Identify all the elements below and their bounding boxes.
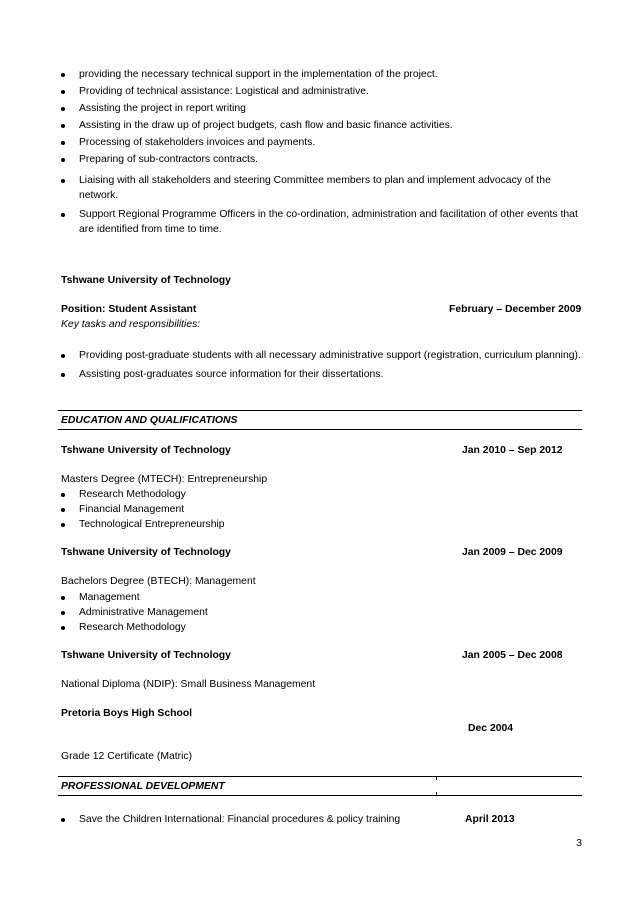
professional-date: April 2013 — [465, 814, 515, 825]
professional-heading: PROFESSIONAL DEVELOPMENT — [61, 781, 225, 792]
list-item: Providing of technical assistance: Logistical and administrative. — [61, 84, 581, 99]
list-item: Assisting post-graduates source information for their dissertations. — [61, 367, 581, 382]
education-institution: Tshwane University of Technology — [61, 547, 231, 558]
section-divider — [58, 429, 582, 430]
list-item: Financial Management — [61, 502, 581, 517]
job-position: Position: Student Assistant — [61, 304, 197, 315]
list-item: Liaising with all stakeholders and steering Committee members to plan and implement advocacy of the network. — [61, 173, 581, 203]
education-institution: Tshwane University of Technology — [61, 650, 231, 661]
subjects-list — [61, 590, 581, 635]
education-institution: Pretoria Boys High School — [61, 708, 193, 719]
list-item: Support Regional Programme Officers in the co-ordination, administration and facilitation of other events that are identified from time to time. — [61, 207, 581, 237]
education-degree: Grade 12 Certificate (Matric) — [61, 751, 193, 762]
list-item: Preparing of sub-contractors contracts. — [61, 152, 581, 167]
subjects-list — [61, 487, 581, 532]
responsibilities-list — [61, 67, 581, 237]
education-dates: Jan 2010 – Sep 2012 — [462, 445, 563, 456]
section-divider — [436, 792, 437, 796]
list-item: Administrative Management — [61, 605, 581, 620]
list-item: Processing of stakeholders invoices and payments. — [61, 135, 581, 150]
page-number: 3 — [576, 838, 582, 849]
list-item: Assisting in the draw up of project budgets, cash flow and basic finance activities. — [61, 118, 581, 133]
education-heading: EDUCATION AND QUALIFICATIONS — [61, 415, 238, 426]
education-degree: Bachelors Degree (BTECH): Management — [61, 576, 256, 587]
section-divider — [58, 795, 582, 796]
tasks-list — [61, 348, 581, 382]
education-dates: Jan 2005 – Dec 2008 — [462, 650, 563, 661]
list-item: providing the necessary technical support in the implementation of the project. — [61, 67, 581, 82]
list-item: Providing post-graduate students with all necessary administrative support (registration, curriculum planning). — [61, 348, 581, 363]
education-degree: Masters Degree (MTECH): Entrepreneurship — [61, 474, 268, 485]
tasks-label: Key tasks and responsibilities: — [61, 319, 201, 330]
list-item: Save the Children International: Financial procedures & policy training — [61, 812, 421, 827]
list-item: Technological Entrepreneurship — [61, 517, 581, 532]
education-dates: Dec 2004 — [468, 723, 514, 734]
education-dates: Jan 2009 – Dec 2009 — [462, 547, 563, 558]
education-degree: National Diploma (NDIP): Small Business Management — [61, 679, 316, 690]
section-divider — [58, 410, 582, 411]
employer-name: Tshwane University of Technology — [61, 275, 231, 286]
section-divider — [58, 776, 582, 777]
section-divider — [436, 776, 437, 780]
list-item: Management — [61, 590, 581, 605]
professional-list — [61, 812, 421, 827]
job-dates: February – December 2009 — [449, 304, 582, 315]
education-institution: Tshwane University of Technology — [61, 445, 231, 456]
list-item: Assisting the project in report writing — [61, 101, 581, 116]
list-item: Research Methodology — [61, 487, 581, 502]
list-item: Research Methodology — [61, 620, 581, 635]
